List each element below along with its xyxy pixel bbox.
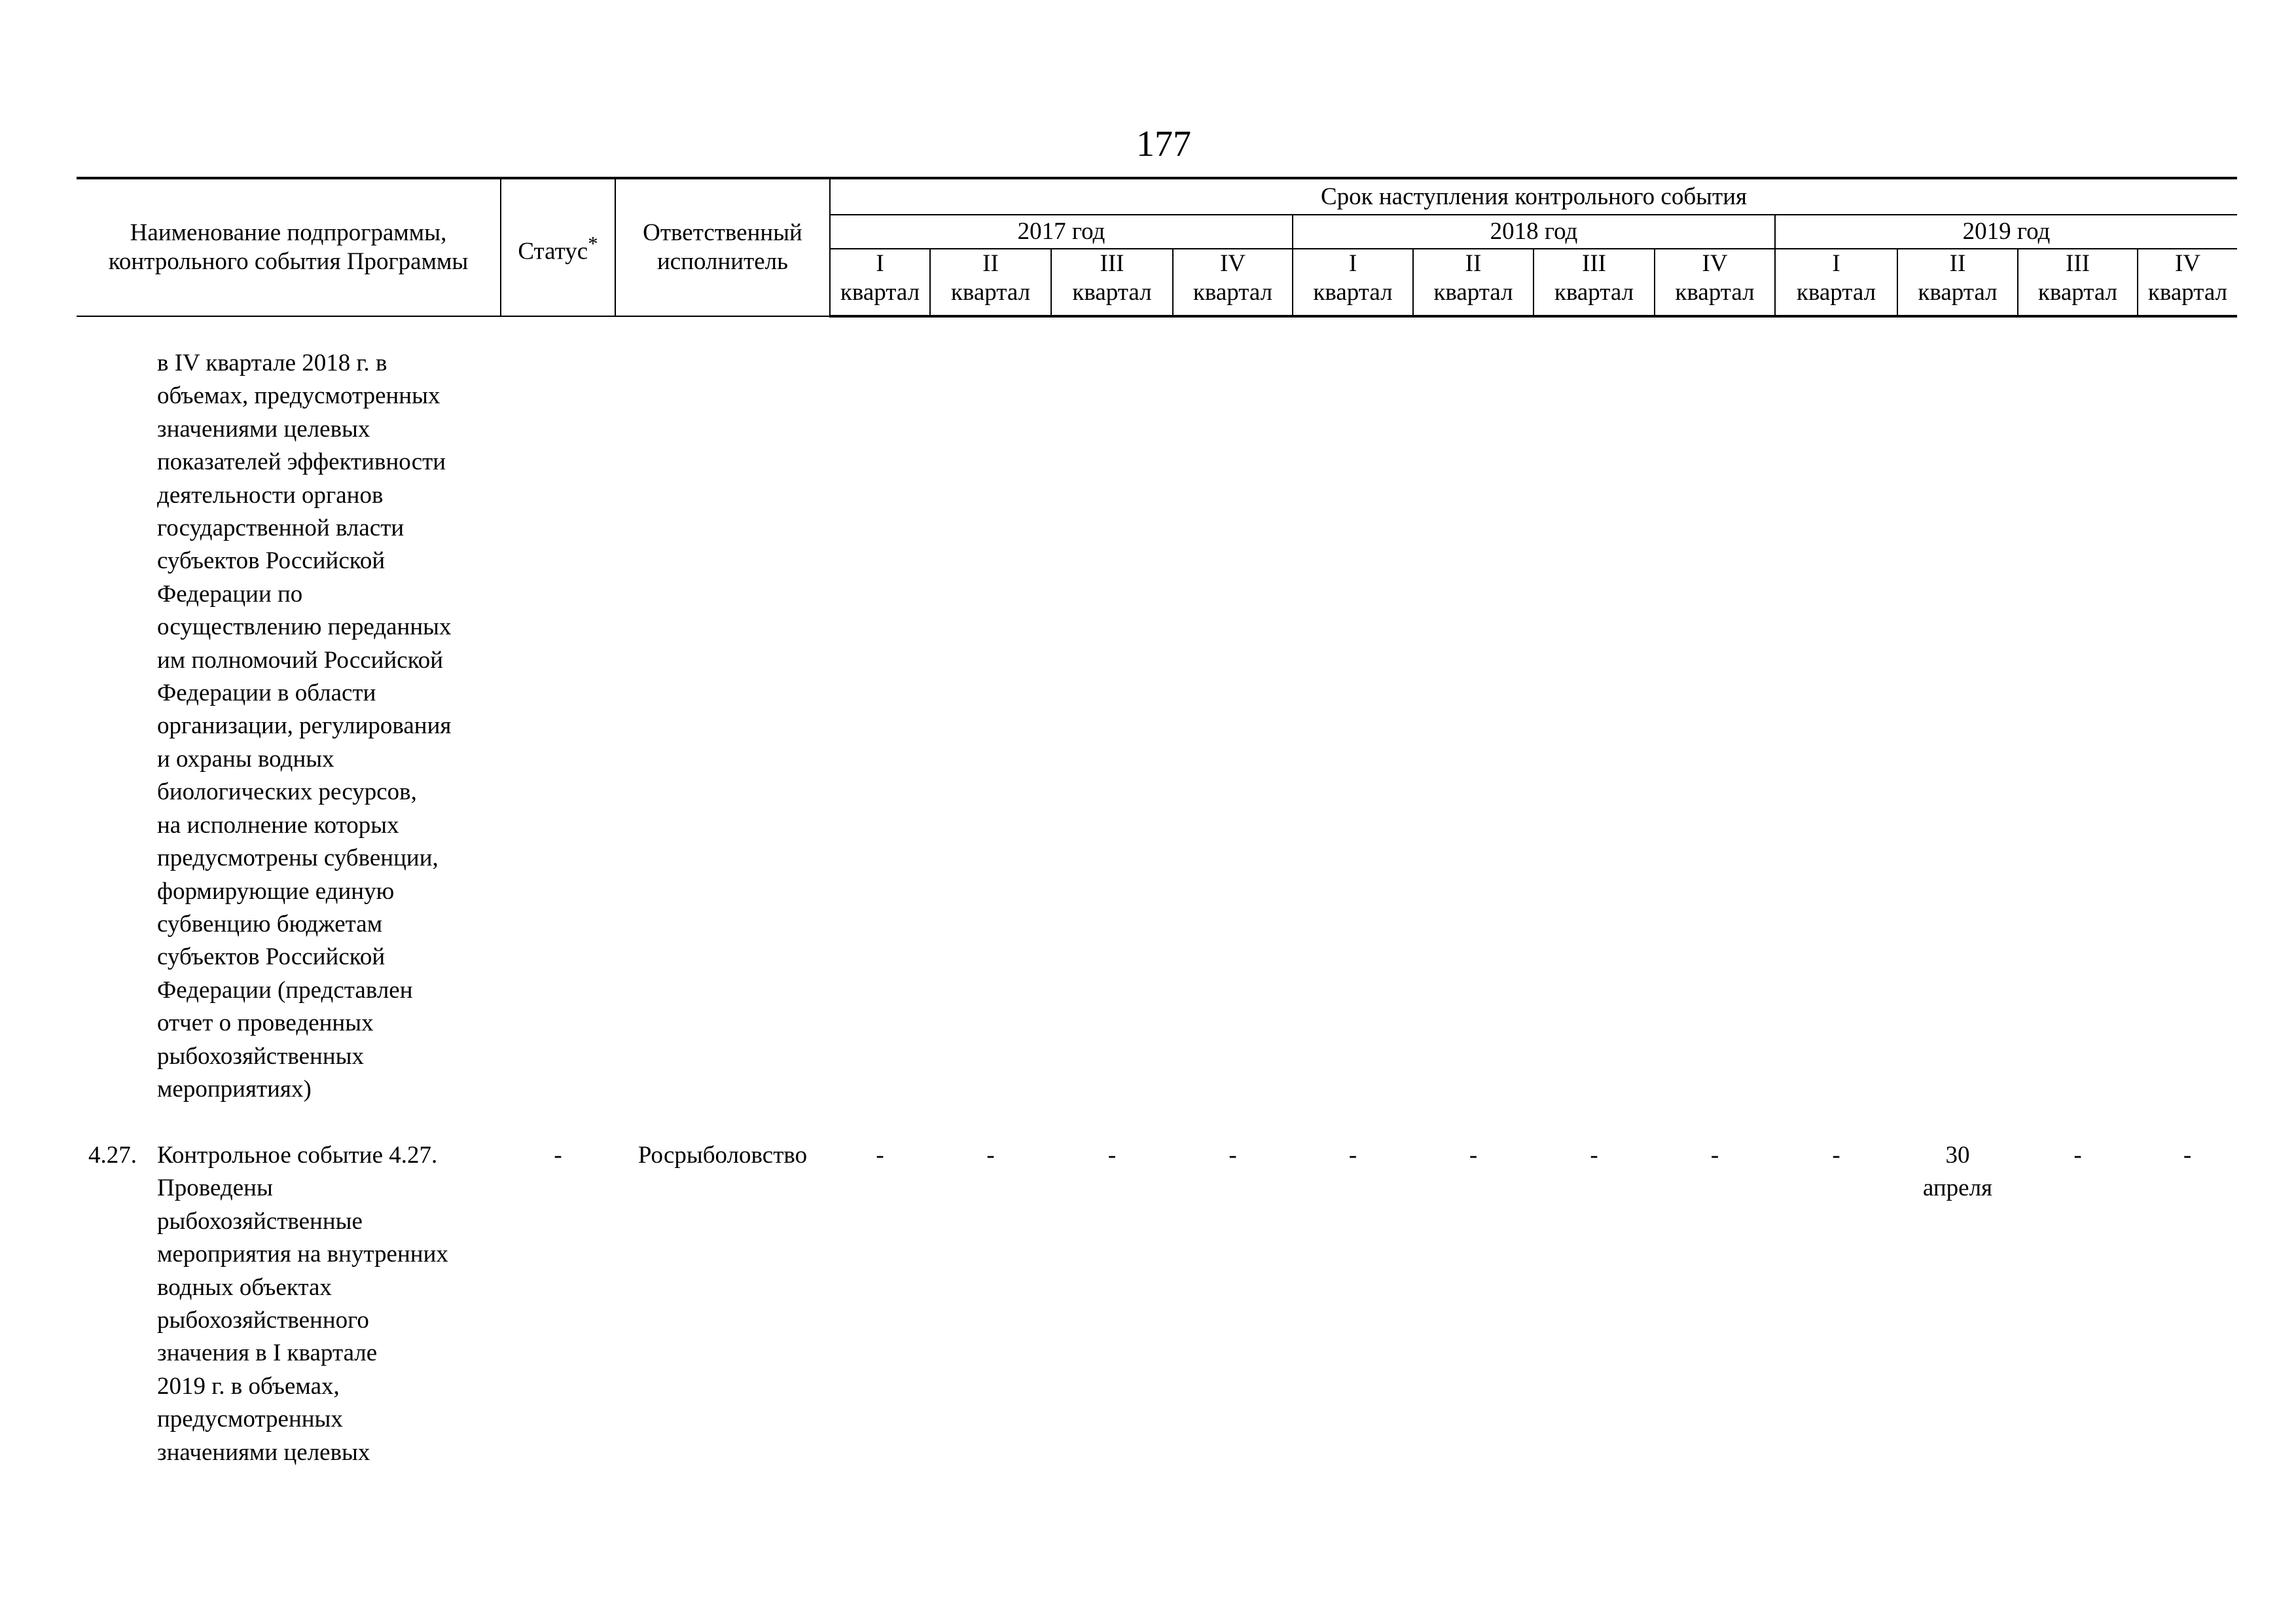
- quarter-numeral: III: [1100, 250, 1124, 277]
- header-deadline: Срок наступления контрольного события: [830, 178, 2237, 215]
- header-quarter-2018-3: [1534, 249, 1655, 316]
- row-quarter-value: -: [2183, 1142, 2192, 1169]
- header-quarter-2017-3: [1051, 249, 1173, 316]
- row-quarter-value: 30 апреля: [1922, 1142, 1993, 1202]
- header-quarter-2018-4: [1655, 249, 1775, 316]
- quarter-word: квартал: [1918, 279, 1998, 306]
- header-quarter-2019-4: [2138, 249, 2237, 316]
- header-name-column: Наименование подпрограммы, контрольного события Программы: [77, 178, 501, 316]
- quarter-numeral: I: [876, 250, 884, 277]
- row-quarter-value: -: [1590, 1142, 1598, 1169]
- header-quarter-2019-3: [2018, 249, 2138, 316]
- header-year-2018: 2018 год: [1293, 215, 1775, 249]
- quarter-word: квартал: [1796, 279, 1876, 306]
- quarter-word: квартал: [950, 279, 1031, 306]
- row-text: Контрольное событие 4.27. Проведены рыбохозяйственные мероприятия на внутренних водных объектах рыбохозяйственного значения в I квартале 2019 г. в объемах, предусмотренных значениями целевых: [157, 1142, 448, 1466]
- quarter-numeral: II: [1949, 250, 1966, 277]
- quarter-word: квартал: [2147, 279, 2228, 306]
- quarter-numeral: III: [1582, 250, 1606, 277]
- quarter-word: квартал: [2037, 279, 2118, 306]
- row-continuation-text: в IV квартале 2018 г. в объемах, предусмотренных значениями целевых показателей эффективности деятельности органов государственной власти субъектов Российской Федерации по осуществлению переданных им полномочий Российской Федерации в области организации, регулирования и охраны водных биологических ресурсов, на исполнение которых предусмотрены субвенции, формирующие единую субвенцию бюджетам субъектов Российской Федерации (представлен отчет о проведенных рыбохозяйственных мероприятиях): [157, 350, 452, 1103]
- quarter-numeral: I: [1348, 250, 1357, 277]
- header-quarter-2017-2: [930, 249, 1051, 316]
- row-quarter-value: -: [1710, 1142, 1719, 1169]
- quarter-word: квартал: [1193, 279, 1273, 306]
- header-quarter-2019-2: [1897, 249, 2018, 316]
- quarter-numeral: I: [1832, 250, 1840, 277]
- row-executor: Росрыболовство: [637, 1142, 808, 1169]
- row-quarter-value: -: [876, 1142, 884, 1169]
- header-quarter-2019-1: [1775, 249, 1897, 316]
- header-year-2017: 2017 год: [830, 215, 1293, 249]
- header-quarter-2017-1: [830, 249, 930, 316]
- row-quarter-value: -: [1832, 1142, 1840, 1169]
- quarter-numeral: IV: [1702, 250, 1728, 277]
- quarter-numeral: II: [982, 250, 999, 277]
- quarter-word: квартал: [1072, 279, 1152, 306]
- row-quarter-value: -: [2073, 1142, 2082, 1169]
- row-quarter-value: -: [1107, 1142, 1117, 1169]
- row-quarter-value: -: [1469, 1142, 1478, 1169]
- row-quarter-value: -: [1348, 1142, 1357, 1169]
- quarter-numeral: IV: [2174, 250, 2201, 277]
- quarter-word: квартал: [1554, 279, 1634, 306]
- row-status: -: [554, 1142, 562, 1169]
- header-year-2019: 2019 год: [1775, 215, 2237, 249]
- row-quarter-value: -: [986, 1142, 995, 1169]
- header-quarter-2018-1: [1293, 249, 1413, 316]
- quarter-word: квартал: [1433, 279, 1513, 306]
- quarter-word: квартал: [1675, 279, 1755, 306]
- row-quarter-value: -: [1229, 1142, 1237, 1169]
- header-quarter-2018-2: [1413, 249, 1534, 316]
- table-header: [77, 177, 2237, 318]
- row-number: 4.27.: [88, 1142, 137, 1169]
- quarter-numeral: IV: [1219, 250, 1246, 277]
- quarter-word: квартал: [840, 279, 920, 306]
- header-quarter-2017-4: [1173, 249, 1293, 316]
- header-status-column: Статус*: [501, 178, 615, 316]
- page-number: 177: [1136, 124, 1191, 164]
- quarter-word: квартал: [1313, 279, 1393, 306]
- quarter-numeral: III: [2066, 250, 2090, 277]
- quarter-numeral: II: [1465, 250, 1482, 277]
- header-executor-column: Ответственный исполнитель: [615, 178, 830, 316]
